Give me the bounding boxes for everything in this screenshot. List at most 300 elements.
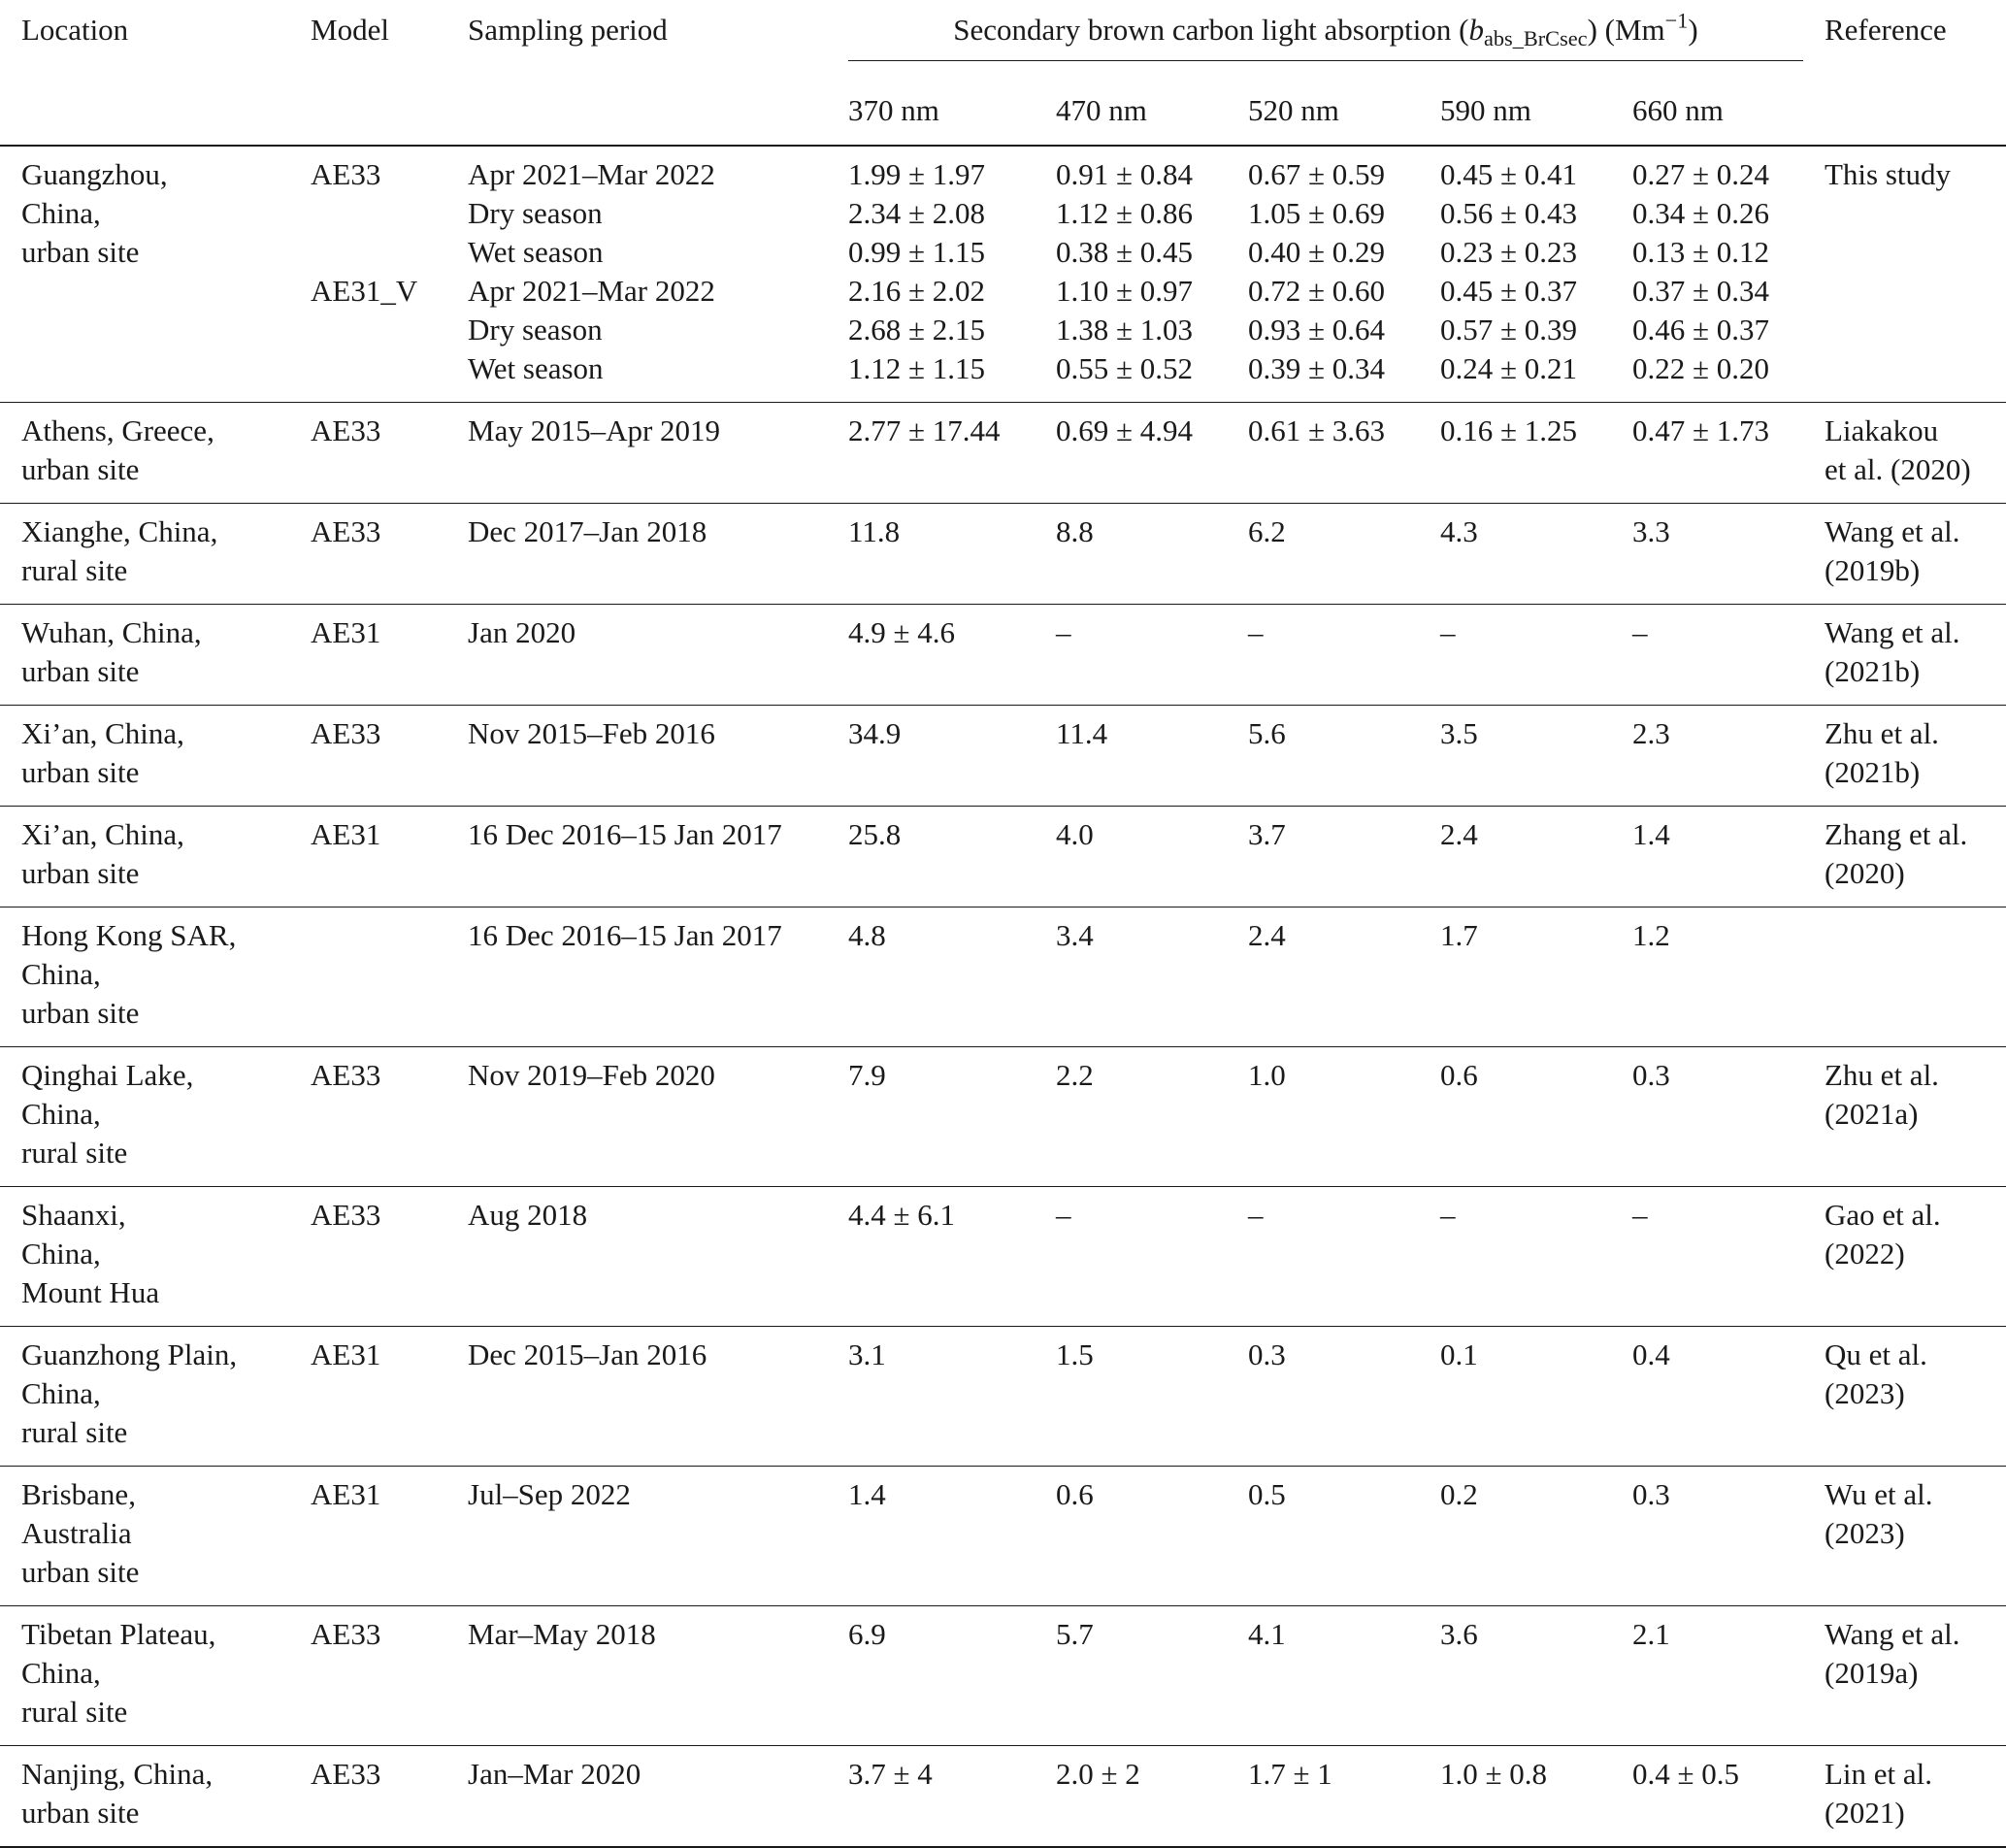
cell-location-line: Mount Hua [21, 1275, 160, 1309]
table-header [0, 0, 2006, 146]
table-row [0, 1047, 2006, 1187]
cell-520nm-line: 0.3 [1248, 1337, 1286, 1371]
cell-470nm-line: 1.10 ± 0.97 [1056, 274, 1194, 308]
cell-location-line: urban site [21, 755, 140, 789]
cell-model-line: AE33 [311, 1617, 381, 1651]
cell-520nm [1227, 807, 1419, 908]
cell-model-line [311, 916, 446, 955]
cell-reference-line: Liakakou [1825, 413, 1939, 447]
cell-370nm-line: 25.8 [848, 817, 902, 851]
cell-370nm [827, 1327, 1035, 1467]
header-wavelength-520: 520 nm [1248, 93, 1339, 127]
cell-location [0, 706, 289, 807]
cell-reference-line: Lin et al. [1825, 1757, 1933, 1791]
cell-370nm [827, 504, 1035, 605]
cell-520nm [1227, 1467, 1419, 1606]
cell-370nm [827, 908, 1035, 1047]
cell-model-line [311, 311, 446, 349]
cell-660nm [1611, 706, 1803, 807]
cell-model-line [311, 194, 446, 233]
cell-370nm-line: 3.1 [848, 1337, 886, 1371]
cell-660nm [1611, 1047, 1803, 1187]
table-row [0, 504, 2006, 605]
cell-660nm-line: 0.34 ± 0.26 [1632, 196, 1770, 230]
cell-location-line: Wuhan, China, [21, 615, 202, 649]
cell-period-line: Apr 2021–Mar 2022 [468, 274, 715, 308]
cell-period-line: Mar–May 2018 [468, 1617, 656, 1651]
cell-period-line: Jan 2020 [468, 615, 576, 649]
cell-period-line: Jul–Sep 2022 [468, 1477, 631, 1511]
cell-period-line: Apr 2021–Mar 2022 [468, 157, 715, 191]
cell-reference-line: (2023) [1825, 1376, 1905, 1410]
cell-period-line: 16 Dec 2016–15 Jan 2017 [468, 918, 782, 952]
cell-520nm-line: 0.67 ± 0.59 [1248, 157, 1386, 191]
cell-reference-line: (2021) [1825, 1796, 1905, 1830]
cell-520nm [1227, 1187, 1419, 1327]
cell-660nm-line: 1.2 [1632, 918, 1670, 952]
cell-reference-line: (2023) [1825, 1516, 1905, 1550]
cell-location [0, 807, 289, 908]
cell-520nm-line: 5.6 [1248, 716, 1286, 750]
cell-660nm [1611, 1187, 1803, 1327]
cell-model [289, 1606, 446, 1746]
table-row [0, 1327, 2006, 1467]
cell-reference-line: (2019a) [1825, 1656, 1919, 1690]
cell-location [0, 1327, 289, 1467]
cell-660nm [1611, 1746, 1803, 1848]
cell-period [446, 146, 827, 403]
table-row [0, 605, 2006, 706]
cell-reference-line: (2019b) [1825, 553, 1921, 587]
cell-370nm [827, 807, 1035, 908]
cell-model-line: AE31 [311, 615, 381, 649]
cell-470nm-line: 3.4 [1056, 918, 1094, 952]
cell-590nm-line: 1.0 ± 0.8 [1440, 1757, 1548, 1791]
cell-370nm-line: 2.68 ± 2.15 [848, 313, 986, 346]
cell-model [289, 504, 446, 605]
cell-660nm-line: 0.13 ± 0.12 [1632, 235, 1770, 269]
cell-reference [1803, 605, 2006, 706]
cell-370nm [827, 1047, 1035, 1187]
cell-period-line: Nov 2019–Feb 2020 [468, 1058, 715, 1092]
cell-reference-line: Gao et al. [1825, 1198, 1941, 1232]
cell-370nm [827, 706, 1035, 807]
cell-370nm-line: 3.7 ± 4 [848, 1757, 933, 1791]
cell-location-line: China, [21, 1097, 101, 1131]
cell-660nm [1611, 807, 1803, 908]
cell-370nm [827, 1746, 1035, 1848]
cell-520nm-line: 0.5 [1248, 1477, 1286, 1511]
cell-590nm-line: 0.16 ± 1.25 [1440, 413, 1578, 447]
cell-660nm-line: 0.4 [1632, 1337, 1670, 1371]
cell-model-line: AE31 [311, 817, 381, 851]
cell-660nm-line: – [1632, 615, 1648, 649]
cell-370nm [827, 1606, 1035, 1746]
cell-reference [1803, 908, 2006, 1047]
header-absorption [827, 0, 1803, 72]
cell-location [0, 146, 289, 403]
cell-590nm [1419, 1606, 1611, 1746]
cell-model-line [311, 233, 446, 272]
cell-520nm-line: 3.7 [1248, 817, 1286, 851]
cell-590nm-line: 0.56 ± 0.43 [1440, 196, 1578, 230]
cell-location-line: Qinghai Lake, [21, 1058, 194, 1092]
cell-520nm-line: – [1248, 615, 1264, 649]
cell-470nm [1035, 146, 1227, 403]
cell-location [0, 1746, 289, 1848]
cell-model [289, 1047, 446, 1187]
cell-reference [1803, 706, 2006, 807]
cell-590nm-line: 2.4 [1440, 817, 1478, 851]
cell-period-line: Aug 2018 [468, 1198, 588, 1232]
cell-model-line: AE33 [311, 716, 381, 750]
cell-520nm-line: 2.4 [1248, 918, 1286, 952]
cell-370nm-line: 6.9 [848, 1617, 886, 1651]
cell-location-line: China, [21, 1237, 101, 1270]
cell-period [446, 1746, 827, 1848]
cell-model-line: AE33 [311, 1198, 381, 1232]
table-row [0, 807, 2006, 908]
cell-370nm-line: 4.9 ± 4.6 [848, 615, 956, 649]
cell-location-line: rural site [21, 1695, 128, 1729]
cell-period-line: Dec 2015–Jan 2016 [468, 1337, 707, 1371]
header-wavelength-590: 590 nm [1440, 93, 1531, 127]
cell-period-line: Wet season [468, 351, 604, 385]
cell-model-line [311, 349, 446, 388]
cell-model [289, 1746, 446, 1848]
cell-370nm-line: 1.12 ± 1.15 [848, 351, 986, 385]
cell-location-line: China, [21, 957, 101, 991]
cell-reference [1803, 1606, 2006, 1746]
cell-reference-line: Wang et al. [1825, 514, 1960, 548]
cell-520nm [1227, 605, 1419, 706]
cell-location [0, 403, 289, 504]
cell-model [289, 706, 446, 807]
cell-370nm-line: 1.99 ± 1.97 [848, 157, 986, 191]
cell-location-line: urban site [21, 654, 140, 688]
cell-location-line: urban site [21, 235, 140, 269]
cell-590nm-line: 4.3 [1440, 514, 1478, 548]
cell-location-line: urban site [21, 452, 140, 486]
cell-470nm [1035, 1327, 1227, 1467]
cell-590nm-line: 3.5 [1440, 716, 1478, 750]
absorption-title-prefix: Secondary brown carbon light absorption ( [953, 13, 1469, 47]
cell-model [289, 146, 446, 403]
absorption-unit-exp: −1 [1664, 8, 1689, 33]
cell-model-line: AE31_V [311, 274, 418, 308]
cell-model [289, 908, 446, 1047]
cell-520nm-line: 1.05 ± 0.69 [1248, 196, 1386, 230]
cell-470nm-line: – [1056, 615, 1071, 649]
cell-660nm-line: 0.37 ± 0.34 [1632, 274, 1770, 308]
cell-period [446, 908, 827, 1047]
cell-period-line: May 2015–Apr 2019 [468, 413, 721, 447]
cell-470nm-line: 8.8 [1056, 514, 1094, 548]
cell-reference-line: Wu et al. [1825, 1477, 1933, 1511]
cell-470nm [1035, 1047, 1227, 1187]
cell-reference [1803, 146, 2006, 403]
cell-520nm [1227, 504, 1419, 605]
table-row [0, 908, 2006, 1047]
table-row [0, 1187, 2006, 1327]
cell-period-line: Dry season [468, 313, 603, 346]
cell-520nm-line: 0.40 ± 0.29 [1248, 235, 1386, 269]
cell-470nm-line: 0.91 ± 0.84 [1056, 157, 1194, 191]
cell-location-line: China, [21, 1656, 101, 1690]
cell-reference [1803, 504, 2006, 605]
cell-590nm-line: 0.57 ± 0.39 [1440, 313, 1578, 346]
cell-370nm-line: 11.8 [848, 514, 901, 548]
absorption-unit-close: ) [1688, 13, 1698, 47]
cell-470nm-line: 11.4 [1056, 716, 1108, 750]
cell-660nm-line: 0.4 ± 0.5 [1632, 1757, 1740, 1791]
cell-370nm [827, 1187, 1035, 1327]
cell-reference-line: (2021b) [1825, 654, 1921, 688]
cell-470nm [1035, 403, 1227, 504]
cell-location-line: Tibetan Plateau, [21, 1617, 216, 1651]
cell-590nm [1419, 807, 1611, 908]
cell-370nm-line: 7.9 [848, 1058, 886, 1092]
cell-520nm-line: 4.1 [1248, 1617, 1286, 1651]
cell-location [0, 1047, 289, 1187]
cell-reference-line: Wang et al. [1825, 615, 1960, 649]
cell-reference [1803, 807, 2006, 908]
cell-location [0, 605, 289, 706]
cell-470nm [1035, 706, 1227, 807]
cell-660nm-line: 2.3 [1632, 716, 1670, 750]
cell-location [0, 1467, 289, 1606]
cell-470nm [1035, 1467, 1227, 1606]
header-wavelength-470: 470 nm [1056, 93, 1147, 127]
cell-660nm-line: 0.3 [1632, 1477, 1670, 1511]
absorption-unit-open: ) (Mm [1587, 13, 1665, 47]
cell-520nm-line: 1.7 ± 1 [1248, 1757, 1332, 1791]
cell-reference-line: Qu et al. [1825, 1337, 1927, 1371]
cell-470nm-line: 2.0 ± 2 [1056, 1757, 1140, 1791]
cell-model-line: AE33 [311, 514, 381, 548]
cell-660nm-line: 0.47 ± 1.73 [1632, 413, 1770, 447]
cell-period-line: Nov 2015–Feb 2016 [468, 716, 715, 750]
cell-660nm [1611, 403, 1803, 504]
header-absorption-rule [848, 8, 1803, 61]
cell-period [446, 706, 827, 807]
cell-520nm [1227, 1746, 1419, 1848]
cell-location-line: urban site [21, 996, 140, 1030]
cell-470nm-line: 0.69 ± 4.94 [1056, 413, 1194, 447]
cell-period-line: Dry season [468, 196, 603, 230]
cell-location [0, 1606, 289, 1746]
cell-location-line: Hong Kong SAR, [21, 918, 237, 952]
cell-period [446, 1327, 827, 1467]
cell-520nm [1227, 706, 1419, 807]
cell-reference [1803, 1047, 2006, 1187]
cell-590nm-line: 0.2 [1440, 1477, 1478, 1511]
cell-520nm-line: 0.93 ± 0.64 [1248, 313, 1386, 346]
cell-period-line: Wet season [468, 235, 604, 269]
cell-reference [1803, 403, 2006, 504]
cell-590nm-line: 0.45 ± 0.37 [1440, 274, 1578, 308]
cell-model [289, 807, 446, 908]
cell-520nm [1227, 1327, 1419, 1467]
cell-660nm-line: 0.22 ± 0.20 [1632, 351, 1770, 385]
cell-520nm [1227, 1047, 1419, 1187]
cell-370nm [827, 1467, 1035, 1606]
cell-470nm-line: 0.38 ± 0.45 [1056, 235, 1194, 269]
header-wavelength-660: 660 nm [1632, 93, 1724, 127]
cell-660nm [1611, 1606, 1803, 1746]
cell-470nm-line: 5.7 [1056, 1617, 1094, 1651]
cell-660nm-line: 0.27 ± 0.24 [1632, 157, 1770, 191]
cell-reference-line: (2022) [1825, 1237, 1905, 1270]
table-row [0, 1606, 2006, 1746]
cell-model [289, 1467, 446, 1606]
cell-660nm-line: 2.1 [1632, 1617, 1670, 1651]
cell-590nm-line: 3.6 [1440, 1617, 1478, 1651]
cell-470nm [1035, 504, 1227, 605]
cell-reference [1803, 1746, 2006, 1848]
cell-reference-line: (2020) [1825, 856, 1905, 890]
cell-660nm [1611, 605, 1803, 706]
cell-location [0, 504, 289, 605]
cell-520nm [1227, 146, 1419, 403]
cell-470nm [1035, 1746, 1227, 1848]
cell-590nm [1419, 504, 1611, 605]
cell-660nm [1611, 1327, 1803, 1467]
cell-location-line: Athens, Greece, [21, 413, 214, 447]
cell-470nm [1035, 1187, 1227, 1327]
cell-590nm [1419, 403, 1611, 504]
cell-model [289, 1187, 446, 1327]
cell-590nm [1419, 146, 1611, 403]
cell-660nm-line: 1.4 [1632, 817, 1670, 851]
cell-location-line: Guangzhou, [21, 157, 168, 191]
cell-reference-line: Zhang et al. [1825, 817, 1968, 851]
cell-470nm [1035, 807, 1227, 908]
cell-370nm-line: 4.4 ± 6.1 [848, 1198, 956, 1232]
cell-660nm [1611, 908, 1803, 1047]
cell-470nm [1035, 1606, 1227, 1746]
cell-370nm-line: 34.9 [848, 716, 902, 750]
cell-model [289, 605, 446, 706]
table-body [0, 146, 2006, 1847]
cell-470nm-line: 4.0 [1056, 817, 1094, 851]
cell-period-line: 16 Dec 2016–15 Jan 2017 [468, 817, 782, 851]
cell-590nm [1419, 908, 1611, 1047]
cell-520nm-line: 0.39 ± 0.34 [1248, 351, 1386, 385]
cell-model-line: AE31 [311, 1477, 381, 1511]
cell-period [446, 403, 827, 504]
cell-470nm-line: 1.5 [1056, 1337, 1094, 1371]
cell-model-line: AE33 [311, 1757, 381, 1791]
cell-520nm [1227, 908, 1419, 1047]
cell-reference-line: (2021b) [1825, 755, 1921, 789]
cell-model [289, 403, 446, 504]
cell-470nm-line: 0.55 ± 0.52 [1056, 351, 1194, 385]
cell-reference [1803, 1467, 2006, 1606]
cell-370nm-line: 2.16 ± 2.02 [848, 274, 986, 308]
table-row [0, 706, 2006, 807]
cell-470nm-line: – [1056, 1198, 1071, 1232]
cell-location-line: Australia [21, 1516, 132, 1550]
cell-520nm [1227, 1606, 1419, 1746]
table-row [0, 403, 2006, 504]
cell-370nm-line: 4.8 [848, 918, 886, 952]
table-row [0, 1467, 2006, 1606]
cell-period [446, 1187, 827, 1327]
cell-590nm [1419, 1327, 1611, 1467]
cell-660nm-line: – [1632, 1198, 1648, 1232]
cell-660nm-line: 0.46 ± 0.37 [1632, 313, 1770, 346]
header-reference: Reference [1825, 13, 1947, 47]
cell-590nm-line: 0.1 [1440, 1337, 1478, 1371]
cell-470nm-line: 0.6 [1056, 1477, 1094, 1511]
cell-model-line: AE33 [311, 1058, 381, 1092]
cell-520nm-line: 0.72 ± 0.60 [1248, 274, 1386, 308]
cell-660nm-line: 3.3 [1632, 514, 1670, 548]
cell-reference-line: et al. (2020) [1825, 452, 1971, 486]
cell-660nm [1611, 504, 1803, 605]
cell-reference [1803, 1187, 2006, 1327]
cell-location [0, 1187, 289, 1327]
cell-location-line: Xianghe, China, [21, 514, 218, 548]
cell-520nm-line: – [1248, 1198, 1264, 1232]
cell-model-line: AE31 [311, 1337, 381, 1371]
cell-location-line: urban site [21, 856, 140, 890]
cell-reference-line [1825, 916, 2006, 955]
cell-location-line: rural site [21, 1415, 128, 1449]
cell-model [289, 1327, 446, 1467]
cell-590nm-line: 1.7 [1440, 918, 1478, 952]
cell-period [446, 1467, 827, 1606]
cell-location-line: Xi’an, China, [21, 817, 184, 851]
cell-590nm-line: 0.24 ± 0.21 [1440, 351, 1578, 385]
cell-period [446, 1606, 827, 1746]
cell-520nm-line: 1.0 [1248, 1058, 1286, 1092]
header-period: Sampling period [468, 13, 668, 47]
cell-period [446, 504, 827, 605]
cell-370nm-line: 2.34 ± 2.08 [848, 196, 986, 230]
cell-470nm-line: 1.38 ± 1.03 [1056, 313, 1194, 346]
cell-370nm [827, 403, 1035, 504]
cell-period [446, 605, 827, 706]
cell-location-line: China, [21, 1376, 101, 1410]
cell-location-line: rural site [21, 1136, 128, 1170]
cell-370nm-line: 1.4 [848, 1477, 886, 1511]
cell-470nm [1035, 605, 1227, 706]
cell-590nm-line: 0.6 [1440, 1058, 1478, 1092]
cell-location-line: urban site [21, 1555, 140, 1589]
header-wavelength-370: 370 nm [848, 93, 939, 127]
cell-370nm-line: 0.99 ± 1.15 [848, 235, 986, 269]
cell-location-line: Brisbane, [21, 1477, 136, 1511]
cell-370nm [827, 605, 1035, 706]
cell-reference [1803, 1327, 2006, 1467]
cell-location-line: Xi’an, China, [21, 716, 184, 750]
cell-590nm [1419, 706, 1611, 807]
cell-location-line: China, [21, 196, 101, 230]
cell-reference-line: Wang et al. [1825, 1617, 1960, 1651]
cell-location-line: Guanzhong Plain, [21, 1337, 238, 1371]
cell-590nm [1419, 1746, 1611, 1848]
absorption-symbol: b [1468, 13, 1484, 47]
header-model: Model [311, 13, 389, 47]
cell-520nm [1227, 403, 1419, 504]
cell-period [446, 1047, 827, 1187]
cell-470nm-line: 2.2 [1056, 1058, 1094, 1092]
cell-470nm-line: 1.12 ± 0.86 [1056, 196, 1194, 230]
cell-370nm [827, 146, 1035, 403]
cell-590nm-line: 0.23 ± 0.23 [1440, 235, 1578, 269]
